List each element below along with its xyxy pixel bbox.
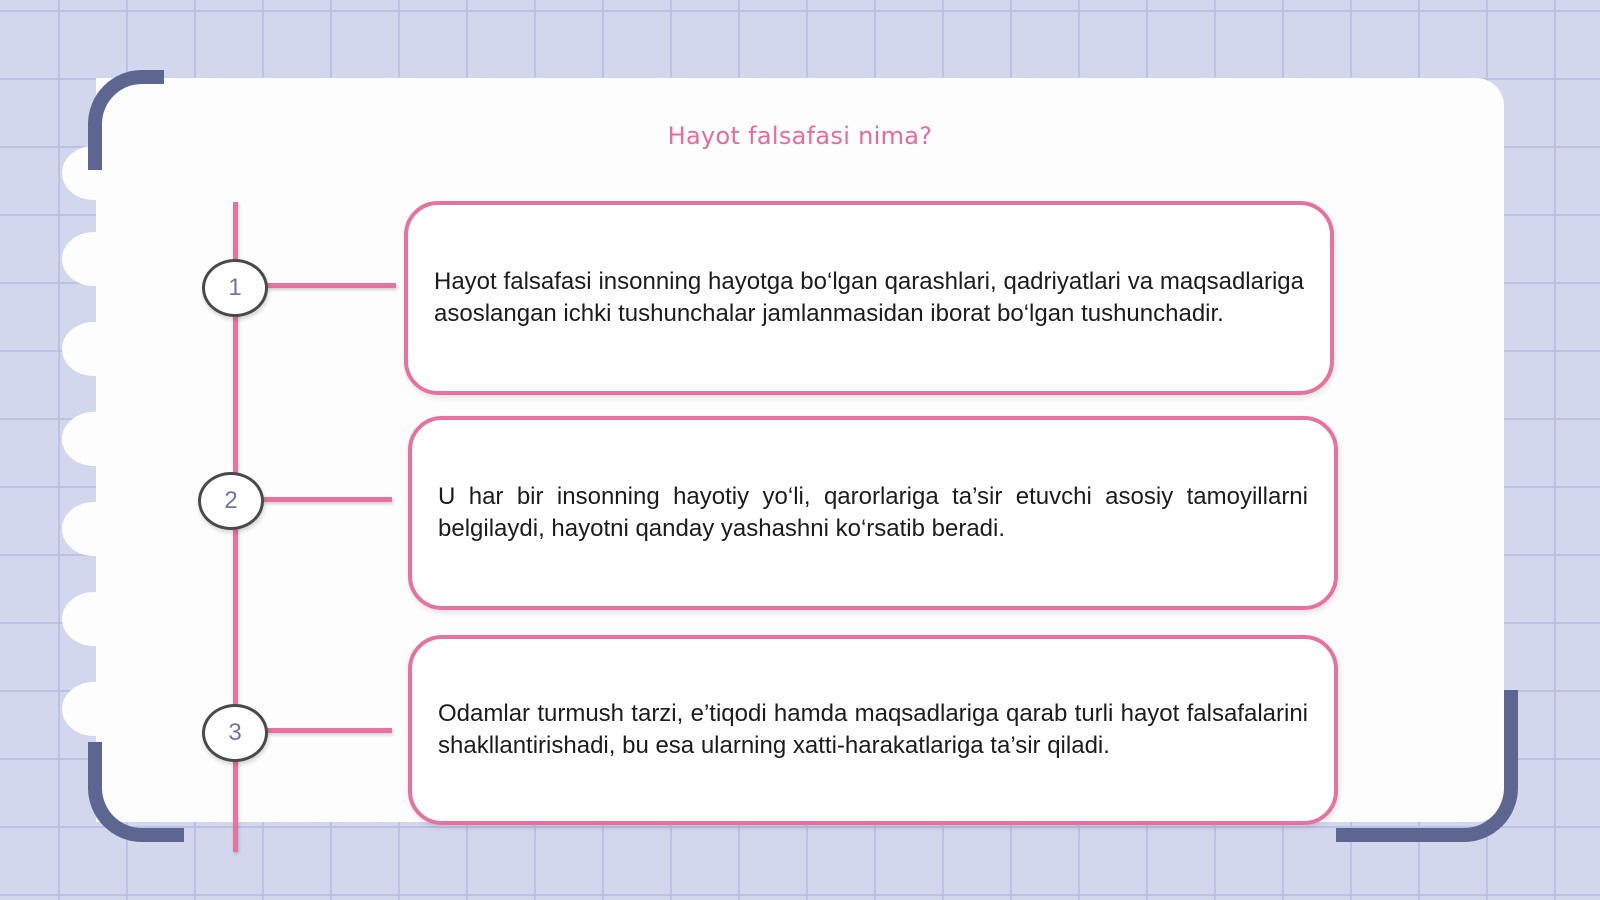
corner-bracket-bottom-right [1336, 690, 1518, 842]
step-number-3: 3 [202, 704, 268, 762]
corner-bracket-bottom-left [88, 742, 184, 842]
paper-scallop-edge [62, 322, 126, 376]
timeline-connector-3 [266, 728, 392, 733]
step-number-1: 1 [202, 259, 268, 317]
paper-scallop-edge [62, 502, 126, 556]
step-number-2: 2 [198, 472, 264, 530]
paper-scallop-edge [62, 232, 126, 286]
info-card-2 [408, 416, 1338, 610]
timeline-connector-1 [266, 283, 396, 288]
info-card-3 [408, 635, 1338, 825]
info-card-text: U har bir insonning hayotiy yo‘li, qarorlariga ta’sir etuvchi asosiy tamoyillarni belgilaydi, hayotni qanday yashashni ko‘rsatib beradi. [438, 483, 1308, 542]
paper-scallop-edge [62, 592, 126, 646]
paper-scallop-edge [62, 412, 126, 466]
info-card-text: Hayot falsafasi insonning hayotga bo‘lgan qarashlari, qadriyatlari va maqsadlariga asoslangan ichki tushunchalar jamlanmasidan iborat bo‘lgan tushunchadir. [434, 268, 1304, 327]
info-card-1 [404, 201, 1334, 395]
paper-scallop-edge [62, 682, 126, 736]
slide-title: Hayot falsafasi nima? [667, 122, 933, 150]
info-card-text: Odamlar turmush tarzi, e’tiqodi hamda maqsadlariga qarab turli hayot falsafalarini shakllantirishadi, bu esa ularning xatti-harakatlariga ta’sir qiladi. [438, 700, 1308, 759]
timeline-connector-2 [262, 497, 392, 502]
